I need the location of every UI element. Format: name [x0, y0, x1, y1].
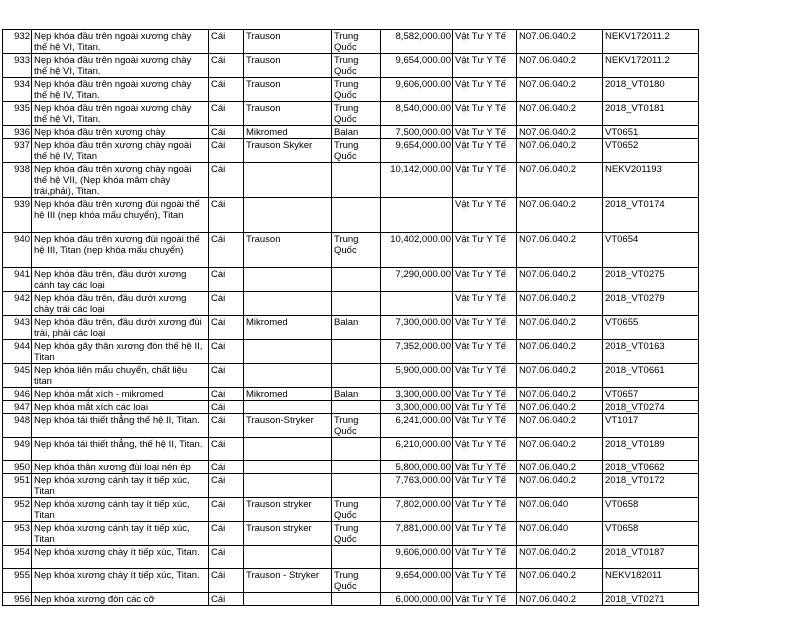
unit-cell: Cái	[209, 102, 244, 126]
unit-cell: Cái	[209, 316, 244, 340]
code-cell: N07.06.040.2	[517, 414, 603, 438]
price-cell: 7,500,000.00	[381, 126, 453, 139]
maker-cell	[244, 438, 332, 461]
maker-cell	[244, 461, 332, 474]
maker-cell: Trauson Skyker	[244, 139, 332, 163]
maker-cell: Trauson	[244, 102, 332, 126]
name-cell: Nẹp khóa đầu trên xương chày ngoài thế hệ VII, (Nẹp khóa mâm chày trái,phải), Titan.	[32, 163, 209, 198]
country-cell	[332, 593, 381, 606]
price-cell: 7,300,000.00	[381, 316, 453, 340]
country-cell: Trung Quốc	[332, 54, 381, 78]
id-cell: VT0651	[603, 126, 699, 139]
id-cell: VT0655	[603, 316, 699, 340]
price-cell: 9,654,000.00	[381, 139, 453, 163]
price-cell: 3,300,000.00	[381, 401, 453, 414]
group-cell: Vật Tư Y Tế	[453, 474, 517, 498]
table-body	[3, 30, 699, 606]
name-cell: Nẹp khóa mắt xích các loại	[32, 401, 209, 414]
name-cell: Nẹp khóa đầu trên xương đùi ngoài thế hệ III (nẹp khóa mấu chuyển), Titan	[32, 198, 209, 233]
table-row	[3, 292, 699, 316]
maker-cell: Trauson-Stryker	[244, 414, 332, 438]
id-cell: VT0652	[603, 139, 699, 163]
stt-cell: 952	[3, 498, 32, 522]
group-cell: Vật Tư Y Tế	[453, 126, 517, 139]
code-cell: N07.06.040.2	[517, 54, 603, 78]
table-row	[3, 546, 699, 569]
name-cell: Nẹp khóa gãy thân xương đòn thế hệ II, Titan	[32, 340, 209, 364]
code-cell: N07.06.040	[517, 522, 603, 546]
country-cell: Trung Quốc	[332, 30, 381, 54]
name-cell: Nẹp khóa đầu trên, đầu dưới xương chày trái các loại	[32, 292, 209, 316]
unit-cell: Cái	[209, 461, 244, 474]
maker-cell	[244, 340, 332, 364]
country-cell	[332, 364, 381, 388]
maker-cell: Trauson stryker	[244, 498, 332, 522]
stt-cell: 942	[3, 292, 32, 316]
price-cell: 8,582,000.00	[381, 30, 453, 54]
stt-cell: 955	[3, 569, 32, 593]
id-cell: NEKV172011.2	[603, 54, 699, 78]
unit-cell: Cái	[209, 522, 244, 546]
stt-cell: 947	[3, 401, 32, 414]
id-cell: 2018_VT0181	[603, 102, 699, 126]
group-cell: Vật Tư Y Tế	[453, 401, 517, 414]
group-cell: Vật Tư Y Tế	[453, 268, 517, 292]
price-cell: 6,241,000.00	[381, 414, 453, 438]
id-cell: 2018_VT0163	[603, 340, 699, 364]
table-row	[3, 498, 699, 522]
group-cell: Vật Tư Y Tế	[453, 198, 517, 233]
id-cell: 2018_VT0279	[603, 292, 699, 316]
unit-cell: Cái	[209, 546, 244, 569]
maker-cell	[244, 198, 332, 233]
id-cell: VT0654	[603, 233, 699, 268]
code-cell: N07.06.040.2	[517, 78, 603, 102]
table-row	[3, 102, 699, 126]
table-row	[3, 233, 699, 268]
group-cell: Vật Tư Y Tế	[453, 30, 517, 54]
price-cell: 9,654,000.00	[381, 54, 453, 78]
price-cell: 3,300,000.00	[381, 388, 453, 401]
stt-cell: 950	[3, 461, 32, 474]
stt-cell: 943	[3, 316, 32, 340]
maker-cell	[244, 593, 332, 606]
id-cell: 2018_VT0274	[603, 401, 699, 414]
id-cell: NEKV182011	[603, 569, 699, 593]
country-cell: Balan	[332, 126, 381, 139]
unit-cell: Cái	[209, 126, 244, 139]
table-row	[3, 54, 699, 78]
table-row	[3, 340, 699, 364]
country-cell: Trung Quốc	[332, 139, 381, 163]
stt-cell: 949	[3, 438, 32, 461]
maker-cell	[244, 546, 332, 569]
table-row	[3, 474, 699, 498]
name-cell: Nẹp khóa liên mấu chuyển, chất liệu titan	[32, 364, 209, 388]
maker-cell	[244, 364, 332, 388]
unit-cell: Cái	[209, 78, 244, 102]
table-row	[3, 316, 699, 340]
price-cell: 5,900,000.00	[381, 364, 453, 388]
name-cell: Nẹp khóa xương cánh tay ít tiếp xúc, Titan	[32, 498, 209, 522]
country-cell: Trung Quốc	[332, 498, 381, 522]
country-cell	[332, 474, 381, 498]
stt-cell: 956	[3, 593, 32, 606]
group-cell: Vật Tư Y Tế	[453, 102, 517, 126]
name-cell: Nẹp khóa thân xương đùi loại nén ép	[32, 461, 209, 474]
stt-cell: 936	[3, 126, 32, 139]
table-row	[3, 593, 699, 606]
group-cell: Vật Tư Y Tế	[453, 292, 517, 316]
unit-cell: Cái	[209, 414, 244, 438]
id-cell: NEKV201193	[603, 163, 699, 198]
id-cell: 2018_VT0662	[603, 461, 699, 474]
group-cell: Vật Tư Y Tế	[453, 233, 517, 268]
country-cell: Balan	[332, 388, 381, 401]
country-cell	[332, 268, 381, 292]
code-cell: N07.06.040.2	[517, 268, 603, 292]
group-cell: Vật Tư Y Tế	[453, 139, 517, 163]
price-cell	[381, 198, 453, 233]
name-cell: Nẹp khóa đầu trên ngoài xương chày thế hệ VI, Titan.	[32, 30, 209, 54]
group-cell: Vật Tư Y Tế	[453, 316, 517, 340]
code-cell: N07.06.040.2	[517, 126, 603, 139]
name-cell: Nẹp khóa đầu trên ngoài xương chày thế hệ VI, Titan.	[32, 54, 209, 78]
group-cell: Vật Tư Y Tế	[453, 522, 517, 546]
country-cell: Trung Quốc	[332, 414, 381, 438]
group-cell: Vật Tư Y Tế	[453, 593, 517, 606]
unit-cell: Cái	[209, 268, 244, 292]
unit-cell: Cái	[209, 54, 244, 78]
group-cell: Vật Tư Y Tế	[453, 163, 517, 198]
maker-cell: Mikromed	[244, 316, 332, 340]
stt-cell: 934	[3, 78, 32, 102]
group-cell: Vật Tư Y Tế	[453, 461, 517, 474]
country-cell	[332, 546, 381, 569]
id-cell: 2018_VT0271	[603, 593, 699, 606]
table-row	[3, 139, 699, 163]
table-row	[3, 268, 699, 292]
country-cell: Trung Quốc	[332, 233, 381, 268]
price-cell: 7,290,000.00	[381, 268, 453, 292]
table-row	[3, 163, 699, 198]
stt-cell: 946	[3, 388, 32, 401]
id-cell: 2018_VT0180	[603, 78, 699, 102]
stt-cell: 938	[3, 163, 32, 198]
stt-cell: 932	[3, 30, 32, 54]
country-cell: Trung Quốc	[332, 569, 381, 593]
name-cell: Nẹp khóa đầu trên xương đùi ngoài thế hệ III, Titan (nẹp khóa mấu chuyển)	[32, 233, 209, 268]
maker-cell: Trauson	[244, 233, 332, 268]
name-cell: Nẹp khóa xương cánh tay ít tiếp xúc, Titan	[32, 522, 209, 546]
unit-cell: Cái	[209, 340, 244, 364]
unit-cell: Cái	[209, 292, 244, 316]
name-cell: Nẹp khóa xương chày ít tiếp xúc, Titan.	[32, 546, 209, 569]
group-cell: Vật Tư Y Tế	[453, 340, 517, 364]
name-cell: Nẹp khóa xương chày ít tiếp xúc, Titan.	[32, 569, 209, 593]
code-cell: N07.06.040.2	[517, 233, 603, 268]
stt-cell: 935	[3, 102, 32, 126]
code-cell: N07.06.040.2	[517, 401, 603, 414]
maker-cell: Trauson	[244, 54, 332, 78]
group-cell: Vật Tư Y Tế	[453, 388, 517, 401]
maker-cell: Trauson	[244, 30, 332, 54]
table-row	[3, 414, 699, 438]
code-cell: N07.06.040.2	[517, 139, 603, 163]
unit-cell: Cái	[209, 474, 244, 498]
country-cell	[332, 461, 381, 474]
unit-cell: Cái	[209, 569, 244, 593]
code-cell: N07.06.040.2	[517, 546, 603, 569]
table-row	[3, 401, 699, 414]
maker-cell: Mikromed	[244, 126, 332, 139]
unit-cell: Cái	[209, 364, 244, 388]
code-cell: N07.06.040.2	[517, 316, 603, 340]
stt-cell: 939	[3, 198, 32, 233]
country-cell: Trung Quốc	[332, 102, 381, 126]
id-cell: VT1017	[603, 414, 699, 438]
name-cell: Nẹp khóa đầu trên xương chày ngoài thế hệ IV, Titan	[32, 139, 209, 163]
code-cell: N07.06.040.2	[517, 388, 603, 401]
stt-cell: 954	[3, 546, 32, 569]
unit-cell: Cái	[209, 233, 244, 268]
country-cell: Trung Quốc	[332, 78, 381, 102]
id-cell: NEKV172011.2	[603, 30, 699, 54]
table-row	[3, 461, 699, 474]
code-cell: N07.06.040.2	[517, 102, 603, 126]
price-cell: 9,606,000.00	[381, 78, 453, 102]
group-cell: Vật Tư Y Tế	[453, 78, 517, 102]
table-row	[3, 198, 699, 233]
code-cell: N07.06.040.2	[517, 30, 603, 54]
unit-cell: Cái	[209, 30, 244, 54]
group-cell: Vật Tư Y Tế	[453, 546, 517, 569]
stt-cell: 937	[3, 139, 32, 163]
name-cell: Nẹp khóa tái thiết thẳng, thế hệ II, Titan.	[32, 438, 209, 461]
stt-cell: 940	[3, 233, 32, 268]
id-cell: VT0657	[603, 388, 699, 401]
stt-cell: 944	[3, 340, 32, 364]
code-cell: N07.06.040.2	[517, 364, 603, 388]
code-cell: N07.06.040.2	[517, 569, 603, 593]
table-row	[3, 78, 699, 102]
name-cell: Nẹp khóa xương đòn các cỡ	[32, 593, 209, 606]
unit-cell: Cái	[209, 593, 244, 606]
code-cell: N07.06.040	[517, 498, 603, 522]
country-cell	[332, 438, 381, 461]
price-cell: 5,800,000.00	[381, 461, 453, 474]
group-cell: Vật Tư Y Tế	[453, 54, 517, 78]
group-cell: Vật Tư Y Tế	[453, 438, 517, 461]
table-row	[3, 30, 699, 54]
code-cell: N07.06.040.2	[517, 438, 603, 461]
code-cell: N07.06.040.2	[517, 461, 603, 474]
code-cell: N07.06.040.2	[517, 198, 603, 233]
country-cell	[332, 401, 381, 414]
stt-cell: 941	[3, 268, 32, 292]
maker-cell: Trauson	[244, 78, 332, 102]
name-cell: Nẹp khóa đầu trên, đầu dưới xương cánh tay các loại	[32, 268, 209, 292]
name-cell: Nẹp khóa mắt xích - mikromed	[32, 388, 209, 401]
table-row	[3, 388, 699, 401]
price-cell: 7,352,000.00	[381, 340, 453, 364]
code-cell: N07.06.040.2	[517, 163, 603, 198]
table-row	[3, 126, 699, 139]
id-cell: 2018_VT0275	[603, 268, 699, 292]
price-cell: 8,540,000.00	[381, 102, 453, 126]
country-cell	[332, 163, 381, 198]
stt-cell: 945	[3, 364, 32, 388]
name-cell: Nẹp khóa đầu trên, đầu dưới xương đùi trái, phải các loại	[32, 316, 209, 340]
maker-cell	[244, 292, 332, 316]
id-cell: 2018_VT0174	[603, 198, 699, 233]
table-row	[3, 364, 699, 388]
code-cell: N07.06.040.2	[517, 474, 603, 498]
table-row	[3, 438, 699, 461]
price-cell	[381, 292, 453, 316]
unit-cell: Cái	[209, 498, 244, 522]
country-cell	[332, 340, 381, 364]
name-cell: Nẹp khóa xương cánh tay ít tiếp xúc, Titan	[32, 474, 209, 498]
unit-cell: Cái	[209, 388, 244, 401]
maker-cell: Trauson - Stryker	[244, 569, 332, 593]
maker-cell	[244, 474, 332, 498]
price-table	[2, 29, 699, 606]
group-cell: Vật Tư Y Tế	[453, 569, 517, 593]
price-cell: 10,142,000.00	[381, 163, 453, 198]
maker-cell	[244, 163, 332, 198]
id-cell: 2018_VT0189	[603, 438, 699, 461]
id-cell: 2018_VT0187	[603, 546, 699, 569]
id-cell: 2018_VT0661	[603, 364, 699, 388]
price-cell: 10,402,000.00	[381, 233, 453, 268]
unit-cell: Cái	[209, 438, 244, 461]
name-cell: Nẹp khóa đầu trên ngoài xương chày thế hệ IV, Titan.	[32, 78, 209, 102]
country-cell: Balan	[332, 316, 381, 340]
price-cell: 7,881,000.00	[381, 522, 453, 546]
country-cell	[332, 292, 381, 316]
name-cell: Nẹp khóa tái thiết thẳng thế hệ II, Titan.	[32, 414, 209, 438]
group-cell: Vật Tư Y Tế	[453, 414, 517, 438]
unit-cell: Cái	[209, 401, 244, 414]
name-cell: Nẹp khóa đầu trên xương chày	[32, 126, 209, 139]
maker-cell	[244, 401, 332, 414]
id-cell: VT0658	[603, 498, 699, 522]
unit-cell: Cái	[209, 198, 244, 233]
stt-cell: 948	[3, 414, 32, 438]
group-cell: Vật Tư Y Tế	[453, 498, 517, 522]
country-cell	[332, 198, 381, 233]
group-cell: Vật Tư Y Tế	[453, 364, 517, 388]
code-cell: N07.06.040.2	[517, 340, 603, 364]
name-cell: Nẹp khóa đầu trên ngoài xương chày thế hệ VI, Titan.	[32, 102, 209, 126]
stt-cell: 933	[3, 54, 32, 78]
code-cell: N07.06.040.2	[517, 292, 603, 316]
stt-cell: 951	[3, 474, 32, 498]
unit-cell: Cái	[209, 163, 244, 198]
price-cell: 9,654,000.00	[381, 569, 453, 593]
price-cell: 6,000,000.00	[381, 593, 453, 606]
maker-cell: Trauson stryker	[244, 522, 332, 546]
price-cell: 7,763,000.00	[381, 474, 453, 498]
table-row	[3, 569, 699, 593]
maker-cell	[244, 268, 332, 292]
price-cell: 7,802,000.00	[381, 498, 453, 522]
unit-cell: Cái	[209, 139, 244, 163]
id-cell: 2018_VT0172	[603, 474, 699, 498]
country-cell: Trung Quốc	[332, 522, 381, 546]
maker-cell: Mikromed	[244, 388, 332, 401]
code-cell: N07.06.040.2	[517, 593, 603, 606]
price-cell: 9,606,000.00	[381, 546, 453, 569]
id-cell: VT0658	[603, 522, 699, 546]
price-cell: 6,210,000.00	[381, 438, 453, 461]
table-row	[3, 522, 699, 546]
stt-cell: 953	[3, 522, 32, 546]
